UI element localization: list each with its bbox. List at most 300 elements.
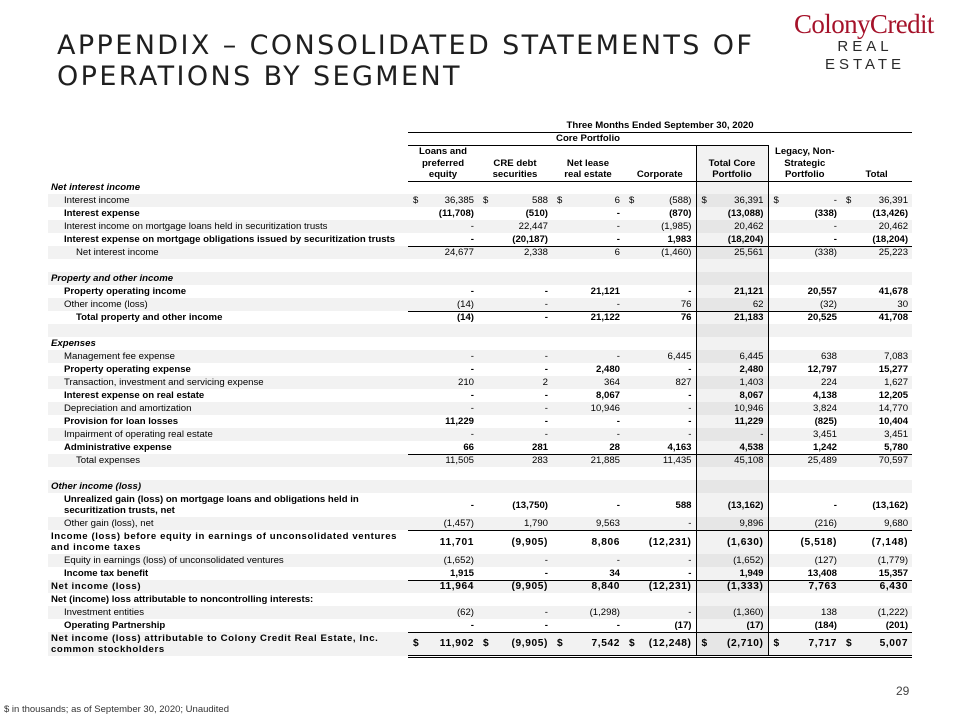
cell-value: 9,680 (884, 517, 909, 529)
table-cell (841, 493, 912, 517)
cell-value: - (470, 429, 474, 440)
table-row (48, 389, 912, 402)
table-cell (478, 324, 552, 337)
cell-value: 224 (820, 377, 837, 388)
table-cell (841, 606, 912, 619)
cell-value: 4,138 (812, 390, 837, 401)
section-header-row (48, 272, 912, 285)
table-cell (696, 480, 768, 493)
cell-value: 25,223 (878, 247, 909, 259)
cell-value: - (616, 208, 620, 219)
table-cell (408, 493, 478, 517)
cell-value: (20,187) (512, 233, 548, 245)
table-cell (841, 181, 912, 194)
row-label: Interest expense (64, 208, 140, 219)
table-row (48, 441, 912, 454)
section-header-row (48, 181, 912, 194)
table-cell (624, 194, 696, 207)
table-cell (624, 593, 696, 606)
cell-value: (510) (525, 208, 548, 219)
table-cell (841, 593, 912, 606)
table-cell (478, 530, 552, 554)
table-cell (552, 554, 624, 567)
cell-value: - (688, 517, 692, 529)
table-cell (624, 220, 696, 233)
row-label: Administrative expense (64, 442, 172, 453)
cell-value: - (544, 286, 548, 297)
row-label: Equity in earnings (loss) of unconsolidated ventures (48, 554, 408, 567)
table-row (48, 376, 912, 389)
header-spacer (48, 169, 408, 181)
table-cell (552, 285, 624, 298)
cell-value: 638 (820, 351, 837, 362)
table-cell (696, 285, 768, 298)
table-cell (768, 530, 841, 554)
cell-value: 62 (752, 298, 764, 310)
table-cell (841, 246, 912, 259)
cell-value: 1,915 (449, 567, 474, 579)
cell-value: - (544, 567, 548, 579)
cell-value: - (616, 233, 620, 245)
table-cell (768, 567, 841, 580)
table-cell (841, 272, 912, 285)
column-header: preferred (421, 157, 465, 169)
cell-value: 15,357 (878, 567, 909, 579)
table-cell (624, 480, 696, 493)
table-cell (768, 337, 841, 350)
row-label: Management fee expense (48, 350, 408, 363)
cell-value: 5,780 (884, 441, 909, 453)
table-cell (841, 441, 912, 454)
table-cell (408, 246, 478, 259)
cell-value: 283 (531, 455, 548, 467)
cell-value: 7,717 (808, 638, 837, 649)
cell-value: (216) (814, 517, 837, 529)
cell-value: - (470, 619, 474, 631)
cell-value: (18,204) (727, 233, 764, 245)
cell-value: (1,222) (877, 607, 909, 618)
currency-symbol: $ (413, 195, 419, 206)
row-label: Total property and other income (76, 312, 223, 323)
table-row (48, 517, 912, 530)
header-spacer (768, 132, 841, 145)
cell-value: - (833, 195, 837, 206)
table-cell (841, 632, 912, 656)
table-cell (552, 324, 624, 337)
column-header-row (48, 157, 912, 169)
table-cell (696, 415, 768, 428)
table-cell (552, 311, 624, 324)
table-row (48, 415, 912, 428)
table-cell (408, 298, 478, 311)
table-cell (552, 415, 624, 428)
cell-value: 36,391 (734, 195, 764, 206)
column-header: Corporate (624, 169, 696, 181)
cell-value: (17) (674, 619, 692, 631)
table-cell (696, 517, 768, 530)
table-row (48, 246, 912, 259)
table-cell (624, 554, 696, 567)
table-cell (768, 181, 841, 194)
table-cell (624, 428, 696, 441)
table-cell (624, 467, 696, 480)
table-cell (478, 632, 552, 656)
table-row (48, 493, 912, 517)
table-cell (478, 207, 552, 220)
cell-value: 10,946 (590, 403, 620, 414)
table-cell (478, 441, 552, 454)
currency-symbol: $ (557, 638, 564, 649)
column-header (841, 157, 912, 169)
table-cell (408, 233, 478, 246)
column-header: Total Core (696, 157, 768, 169)
table-row (48, 619, 912, 632)
row-label: Operating Partnership (64, 620, 166, 631)
table-cell (696, 530, 768, 554)
table-cell (478, 272, 552, 285)
cell-value: 25,561 (734, 247, 764, 259)
table-cell (624, 619, 696, 632)
table-cell (478, 220, 552, 233)
cell-value: (11,708) (438, 208, 474, 219)
cell-value: (9,905) (511, 536, 548, 548)
table-cell (696, 194, 768, 207)
table-cell (768, 298, 841, 311)
cell-value: (13,426) (872, 208, 909, 219)
cell-value: 21,885 (590, 455, 620, 467)
logo-part-1: Colony (794, 9, 870, 39)
cell-value: (870) (669, 208, 692, 219)
page-title-line-2: OPERATIONS BY SEGMENT (57, 61, 462, 92)
cell-value: 2 (542, 377, 548, 388)
cell-value: 66 (463, 441, 474, 453)
cell-value: 20,525 (807, 312, 837, 324)
spacer-row (48, 467, 912, 480)
currency-symbol: $ (773, 638, 780, 649)
period-header-row (48, 119, 912, 132)
table-cell (408, 272, 478, 285)
table-cell (478, 311, 552, 324)
cell-value: - (470, 499, 474, 511)
table-cell (552, 363, 624, 376)
cell-value: 11,505 (445, 455, 474, 467)
cell-value: 12,205 (878, 390, 909, 401)
cell-value: - (833, 221, 837, 232)
cell-value: 20,462 (734, 221, 764, 232)
table-row (48, 285, 912, 298)
cell-value: 41,708 (878, 312, 909, 324)
currency-symbol: $ (846, 638, 853, 649)
row-label (48, 259, 408, 272)
table-cell (624, 493, 696, 517)
cell-value: 8,840 (591, 581, 620, 593)
column-header-row (48, 169, 912, 181)
table-cell (552, 207, 624, 220)
table-cell (696, 467, 768, 480)
cell-value: - (544, 312, 548, 324)
core-header-row (48, 132, 912, 145)
cell-value: 20,462 (878, 221, 909, 232)
table-cell (841, 324, 912, 337)
row-label: Interest income on mortgage loans held in securitization trusts (48, 220, 408, 233)
cell-value: 21,121 (734, 286, 764, 297)
row-label: Net interest income (48, 246, 408, 259)
cell-value: 281 (531, 441, 548, 453)
cell-value: (12,248) (648, 638, 692, 649)
table-cell (478, 337, 552, 350)
cell-value: (1,360) (733, 607, 764, 618)
table-cell (478, 402, 552, 415)
table-cell (624, 517, 696, 530)
row-label: Depreciation and amortization (48, 402, 408, 415)
table-cell (768, 441, 841, 454)
cell-value: (1,985) (661, 221, 692, 232)
table-cell (408, 606, 478, 619)
table-row (48, 530, 912, 554)
logo-part-2: Credit (869, 9, 934, 39)
cell-value: - (544, 555, 548, 566)
cell-value: 6,445 (739, 351, 764, 362)
column-header: securities (478, 169, 552, 181)
table-row (48, 350, 912, 363)
table-cell (841, 567, 912, 580)
table-cell (768, 363, 841, 376)
cell-value: 588 (531, 195, 548, 206)
cell-value: - (833, 499, 837, 511)
row-label: Property operating income (64, 286, 187, 297)
spacer-row (48, 324, 912, 337)
cell-value: 3,824 (812, 403, 837, 414)
table-cell (552, 580, 624, 593)
cell-value: 4,538 (739, 441, 764, 453)
cell-value: 3,451 (812, 429, 837, 440)
table-cell (696, 246, 768, 259)
table-cell (552, 632, 624, 656)
table-cell (841, 517, 912, 530)
table-cell (408, 259, 478, 272)
table-cell (552, 376, 624, 389)
table-cell (408, 220, 478, 233)
table-cell (696, 441, 768, 454)
table-cell (478, 298, 552, 311)
table-cell (408, 285, 478, 298)
cell-value: (62) (456, 607, 474, 618)
table-cell (696, 259, 768, 272)
cell-value: (201) (885, 619, 909, 631)
table-cell (768, 428, 841, 441)
cell-value: 11,701 (439, 536, 474, 548)
table-cell (552, 220, 624, 233)
cell-value: 210 (457, 377, 474, 388)
table-cell (478, 415, 552, 428)
table-cell (624, 298, 696, 311)
column-header (624, 145, 696, 157)
currency-symbol: $ (846, 195, 852, 206)
cell-value: - (616, 221, 620, 232)
column-header: Total (841, 169, 912, 181)
cell-value: - (616, 555, 620, 566)
table-cell (478, 428, 552, 441)
table-cell (696, 363, 768, 376)
company-logo (794, 9, 934, 73)
table-cell (841, 480, 912, 493)
table-cell (408, 389, 478, 402)
table-cell (624, 454, 696, 467)
table-cell (478, 285, 552, 298)
header-spacer (48, 145, 408, 157)
table-cell (552, 530, 624, 554)
table-cell (624, 233, 696, 246)
table-row (48, 606, 912, 619)
table-cell (478, 554, 552, 567)
section-header-row (48, 480, 912, 493)
row-label: Transaction, investment and servicing expense (48, 376, 408, 389)
table-cell (841, 285, 912, 298)
table-cell (696, 493, 768, 517)
section-label: Property and other income (48, 272, 408, 285)
cell-value: - (616, 499, 620, 511)
cell-value: (127) (814, 555, 837, 566)
cell-value: (2,710) (727, 638, 764, 649)
table-cell (768, 376, 841, 389)
table-cell (624, 530, 696, 554)
table-cell (408, 517, 478, 530)
cell-value: - (688, 286, 692, 297)
table-cell (478, 619, 552, 632)
row-label: Investment entities (48, 606, 408, 619)
row-label: Net (income) loss attributable to noncontrolling interests: (51, 594, 314, 605)
table-cell (768, 350, 841, 363)
cell-value: 10,404 (878, 416, 909, 427)
cell-value: (184) (814, 619, 837, 631)
cell-value: - (470, 403, 474, 414)
table-cell (552, 298, 624, 311)
table-cell (768, 207, 841, 220)
table-cell (696, 454, 768, 467)
table-cell (841, 428, 912, 441)
cell-value: - (616, 416, 620, 427)
cell-value: (32) (819, 298, 837, 310)
table-row (48, 298, 912, 311)
table-cell (408, 181, 478, 194)
cell-value: (14) (456, 312, 474, 324)
cell-value: 1,790 (523, 517, 548, 529)
table-cell (478, 580, 552, 593)
table-row (48, 233, 912, 246)
row-label: Impairment of operating real estate (48, 428, 408, 441)
cell-value: (14) (456, 298, 474, 310)
table-cell (478, 194, 552, 207)
table-cell (478, 233, 552, 246)
table-cell (624, 259, 696, 272)
table-row (48, 220, 912, 233)
cell-value: 28 (609, 441, 620, 453)
section-header-row (48, 337, 912, 350)
table-cell (552, 606, 624, 619)
currency-symbol: $ (557, 195, 563, 206)
table-cell (768, 467, 841, 480)
table-cell (841, 467, 912, 480)
table-cell (696, 567, 768, 580)
table-cell (408, 428, 478, 441)
cell-value: - (544, 351, 548, 362)
cell-value: (825) (814, 416, 837, 427)
table-cell (841, 580, 912, 593)
currency-symbol: $ (701, 638, 708, 649)
table-cell (408, 554, 478, 567)
table-cell (552, 593, 624, 606)
cell-value: - (544, 298, 548, 310)
cell-value: (12,231) (648, 536, 692, 548)
column-header (552, 145, 624, 157)
header-spacer (48, 119, 408, 132)
cell-value: - (544, 429, 548, 440)
cell-value: 8,067 (595, 390, 620, 401)
cell-value: (13,750) (512, 499, 548, 511)
table-cell (552, 272, 624, 285)
logo-subtitle: REAL ESTATE (824, 38, 906, 73)
footnote: $ in thousands; as of September 30, 2020; Unaudited (4, 704, 229, 715)
currency-symbol: $ (629, 195, 635, 206)
cell-value: (1,652) (443, 555, 474, 566)
column-header: Portfolio (696, 169, 768, 181)
table-cell (624, 311, 696, 324)
cell-value: - (616, 351, 620, 362)
table-cell (552, 246, 624, 259)
table-cell (841, 376, 912, 389)
header-spacer (48, 132, 408, 145)
row-label: Other gain (loss), net (48, 517, 408, 530)
table-row (48, 567, 912, 580)
cell-value: - (688, 390, 692, 401)
cell-value: - (544, 390, 548, 401)
currency-symbol: $ (483, 638, 490, 649)
table-cell (696, 220, 768, 233)
table-cell (478, 454, 552, 467)
row-label: Net income (loss) attributable to Colony Credit Real Estate, Inc. common stockholders (48, 632, 408, 656)
cell-value: 34 (609, 567, 620, 579)
table-cell (696, 298, 768, 311)
table-cell (696, 606, 768, 619)
cell-value: (13,162) (727, 499, 764, 511)
table-cell (841, 233, 912, 246)
currency-symbol: $ (413, 638, 420, 649)
cell-value: - (544, 364, 548, 375)
table-cell (408, 376, 478, 389)
table-cell (478, 181, 552, 194)
cell-value: 6,445 (667, 351, 692, 362)
table-cell (624, 376, 696, 389)
section-label: Other income (loss) (48, 480, 408, 493)
table-cell (768, 580, 841, 593)
table-cell (696, 389, 768, 402)
table-cell (624, 181, 696, 194)
cell-value: (1,457) (443, 517, 474, 529)
table-row (48, 363, 912, 376)
table-cell (768, 619, 841, 632)
cell-value: - (470, 221, 474, 232)
cell-value: (338) (814, 208, 837, 219)
table-row (48, 194, 912, 207)
table-cell (624, 580, 696, 593)
table-cell (478, 593, 552, 606)
column-header (696, 145, 768, 157)
table-cell (768, 246, 841, 259)
table-cell (624, 246, 696, 259)
currency-symbol: $ (629, 638, 636, 649)
table-cell (408, 311, 478, 324)
cell-value: 7,542 (591, 638, 620, 649)
